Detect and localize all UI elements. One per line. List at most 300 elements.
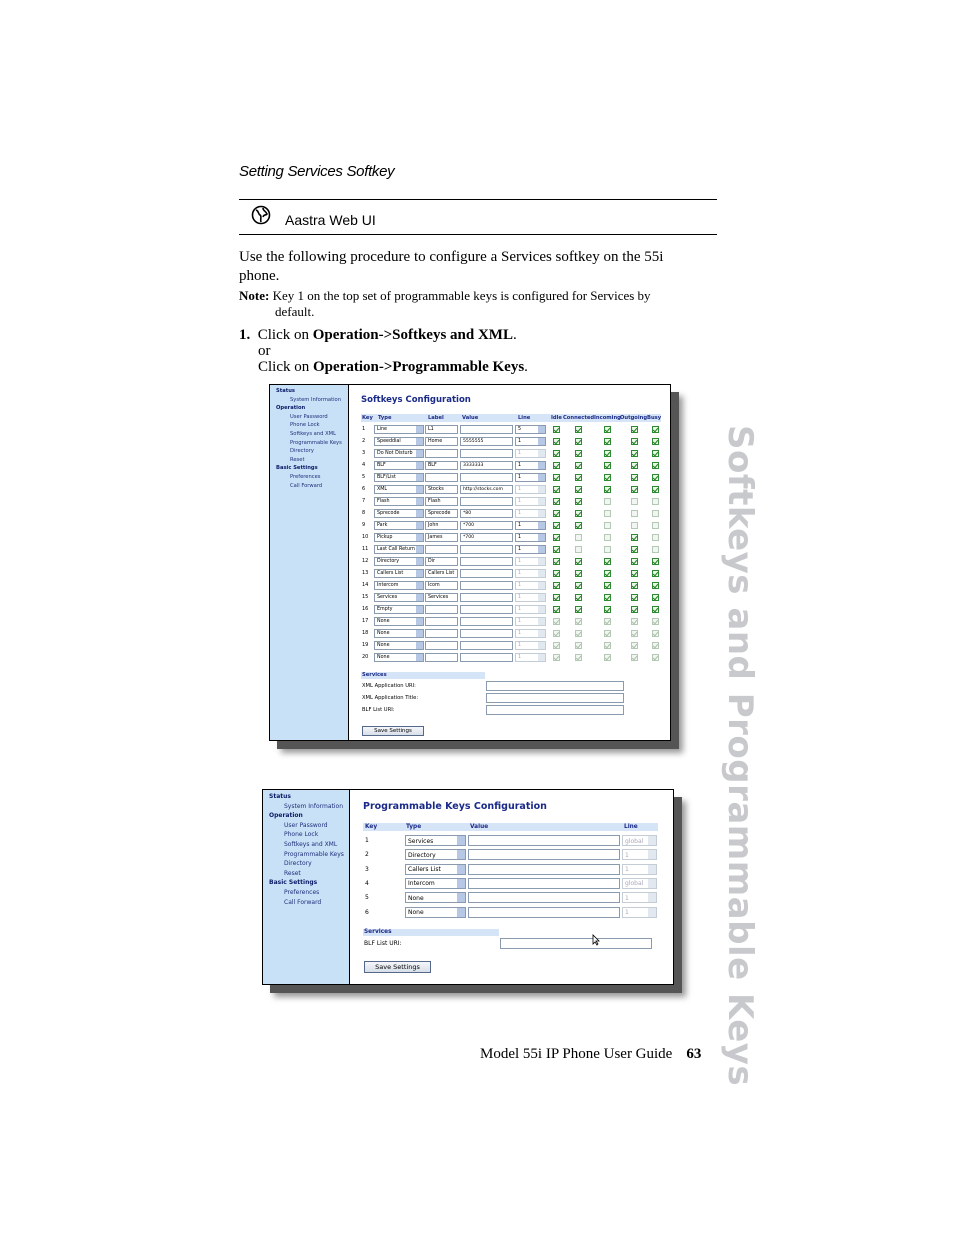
save-settings-button[interactable]: Save Settings	[364, 961, 431, 973]
checkbox-outgoing[interactable]	[631, 606, 638, 613]
blf-uri-label: BLF List URI:	[362, 707, 395, 713]
chevron-down-icon	[416, 606, 423, 613]
note	[239, 288, 699, 320]
label-input[interactable]	[425, 425, 458, 434]
step-text: Click on	[258, 359, 313, 375]
value-input[interactable]	[460, 617, 513, 626]
table-header-idle: Idle	[551, 415, 562, 421]
nav-system-information[interactable]: System Information	[290, 396, 342, 403]
label-value: Icom	[428, 583, 440, 588]
line-select[interactable]	[515, 545, 546, 554]
type-select[interactable]	[405, 892, 466, 903]
value-input[interactable]	[460, 485, 513, 494]
line-select[interactable]	[515, 533, 546, 542]
label-input[interactable]	[425, 437, 458, 446]
nav-user-password[interactable]: User Password	[290, 413, 328, 420]
chevron-down-icon	[416, 582, 423, 589]
type-select[interactable]	[405, 878, 466, 889]
chevron-down-icon	[416, 534, 423, 541]
chevron-down-icon	[416, 510, 423, 517]
checkbox-outgoing[interactable]	[631, 426, 638, 433]
type-select[interactable]	[374, 485, 424, 494]
value-input[interactable]	[460, 437, 513, 446]
checkbox-connected[interactable]	[575, 438, 582, 445]
nav-operation[interactable]: Operation	[269, 812, 303, 820]
checkbox-outgoing[interactable]	[631, 462, 638, 469]
xml-uri-input[interactable]	[486, 681, 624, 691]
nav-status[interactable]: Status	[276, 388, 295, 394]
type-value: Callers List	[377, 571, 404, 576]
checkbox-idle[interactable]	[553, 546, 560, 553]
note-text: Key 1 on the top set of programmable keys is configured for Services by	[272, 288, 651, 303]
type-select[interactable]	[374, 461, 424, 470]
key-number: 18	[362, 630, 369, 636]
chevron-down-icon	[416, 438, 423, 445]
line-select	[622, 849, 657, 860]
checkbox-idle[interactable]	[553, 474, 560, 481]
nav-call-forward[interactable]: Call Forward	[290, 482, 323, 489]
value-text: 5555555	[463, 439, 484, 444]
chevron-down-icon	[416, 450, 423, 457]
checkbox-outgoing[interactable]	[631, 546, 638, 553]
line-select	[515, 449, 546, 458]
type-value: Pickup	[377, 535, 393, 540]
type-select[interactable]	[374, 557, 424, 566]
checkbox-incoming[interactable]	[604, 558, 611, 565]
line-select	[622, 864, 657, 875]
line-select	[622, 907, 657, 918]
value-input[interactable]	[460, 533, 513, 542]
chevron-down-icon	[538, 642, 545, 649]
line-value: 1	[518, 583, 522, 588]
checkbox-connected[interactable]	[575, 462, 582, 469]
checkbox-connected	[575, 654, 582, 661]
checkbox-connected[interactable]	[575, 510, 582, 517]
blf-uri-input[interactable]	[500, 938, 652, 949]
mouse-cursor-icon	[592, 934, 600, 946]
divider	[239, 199, 717, 200]
nav-basic-settings[interactable]: Basic Settings	[269, 879, 318, 887]
checkbox-busy	[652, 654, 659, 661]
nav-operation[interactable]: Operation	[276, 405, 306, 412]
nav-call-forward[interactable]: Call Forward	[284, 898, 322, 906]
line-value: 1	[518, 487, 522, 492]
checkbox-incoming[interactable]	[604, 426, 611, 433]
chevron-down-icon	[538, 462, 545, 469]
line-value: 1	[518, 571, 522, 576]
label-input[interactable]	[425, 533, 458, 542]
chevron-down-icon	[538, 486, 545, 493]
table-header-incoming: Incoming	[594, 415, 621, 421]
value-input[interactable]	[460, 509, 513, 518]
checkbox-outgoing[interactable]	[631, 474, 638, 481]
type-value: Speeddial	[377, 439, 401, 444]
nav-programmable-keys[interactable]: Programmable Keys	[290, 439, 342, 446]
line-select[interactable]	[515, 425, 546, 434]
checkbox-incoming[interactable]	[604, 606, 611, 613]
checkbox-connected[interactable]	[575, 606, 582, 613]
nav-status[interactable]: Status	[269, 793, 291, 800]
nav-reset[interactable]: Reset	[290, 456, 305, 463]
chevron-down-icon	[457, 893, 465, 902]
value-input[interactable]	[460, 461, 513, 470]
label-value: Sprecode	[428, 511, 451, 516]
line-select	[515, 629, 546, 638]
label-input[interactable]	[425, 593, 458, 602]
label-input[interactable]	[425, 497, 458, 506]
type-select[interactable]	[374, 425, 424, 434]
value-input[interactable]	[460, 593, 513, 602]
type-select[interactable]	[405, 835, 466, 846]
type-select[interactable]	[374, 497, 424, 506]
checkbox-incoming[interactable]	[604, 438, 611, 445]
type-select[interactable]	[374, 509, 424, 518]
value-input[interactable]	[460, 581, 513, 590]
line-select	[515, 569, 546, 578]
programmable-keys-panel	[350, 790, 673, 984]
value-input[interactable]	[460, 545, 513, 554]
value-input[interactable]	[468, 892, 620, 903]
checkbox-incoming[interactable]	[604, 486, 611, 493]
line-select	[515, 653, 546, 662]
label-input[interactable]	[425, 617, 458, 626]
label-input[interactable]	[425, 557, 458, 566]
key-number: 1	[365, 837, 369, 844]
softkeys-title: Softkeys Configuration	[361, 395, 471, 405]
chevron-down-icon	[538, 546, 545, 553]
nav-sidebar	[263, 790, 350, 984]
chevron-down-icon	[416, 486, 423, 493]
chevron-down-icon	[538, 522, 545, 529]
label-input[interactable]	[425, 629, 458, 638]
type-select[interactable]	[374, 569, 424, 578]
line-select[interactable]	[515, 461, 546, 470]
checkbox-busy[interactable]	[652, 606, 659, 613]
line-select[interactable]	[515, 437, 546, 446]
checkbox-connected[interactable]	[575, 474, 582, 481]
value-input[interactable]	[468, 849, 620, 860]
label-input[interactable]	[425, 569, 458, 578]
table-header-key: Key	[365, 824, 378, 830]
checkbox-idle	[553, 618, 560, 625]
chevron-down-icon	[416, 618, 423, 625]
key-number: 12	[362, 558, 369, 564]
checkbox-connected[interactable]	[575, 558, 582, 565]
line-select[interactable]	[515, 521, 546, 530]
table-header-line: Line	[624, 824, 638, 830]
label-value: Dir	[428, 559, 435, 564]
label-input[interactable]	[425, 461, 458, 470]
type-select[interactable]	[374, 641, 424, 650]
label-input[interactable]	[425, 521, 458, 530]
value-input[interactable]	[460, 557, 513, 566]
chevron-down-icon	[416, 474, 423, 481]
key-number: 5	[362, 474, 366, 480]
xml-title-input[interactable]	[486, 693, 624, 703]
checkbox-busy[interactable]	[652, 558, 659, 565]
table-header-busy: Busy	[647, 415, 662, 421]
table-header-value: Value	[470, 824, 489, 830]
programmable-keys-title: Programmable Keys Configuration	[363, 801, 547, 812]
checkbox-idle[interactable]	[553, 498, 560, 505]
nav-user-password[interactable]: User Password	[284, 821, 328, 829]
checkbox-idle[interactable]	[553, 450, 560, 457]
chevron-down-icon	[416, 594, 423, 601]
type-select[interactable]	[374, 521, 424, 530]
line-value: 5	[518, 427, 522, 432]
checkbox-connected[interactable]	[575, 498, 582, 505]
nav-programmable-keys[interactable]: Programmable Keys	[284, 850, 344, 858]
chevron-down-icon	[416, 462, 423, 469]
nav-preferences[interactable]: Preferences	[284, 888, 320, 896]
label-value: Services	[428, 595, 449, 600]
key-number: 17	[362, 618, 369, 624]
type-select[interactable]	[374, 629, 424, 638]
step-text: Click on	[257, 327, 313, 343]
checkbox-incoming[interactable]	[604, 594, 611, 601]
type-select[interactable]	[405, 864, 466, 875]
type-value: Callers List	[408, 866, 441, 874]
type-select[interactable]	[374, 437, 424, 446]
type-value: Last Call Return	[377, 547, 415, 552]
table-header-outgoing: Outgoing	[620, 415, 648, 421]
type-select[interactable]	[374, 545, 424, 554]
chevron-down-icon	[538, 606, 545, 613]
note-text-continued: default.	[275, 304, 315, 319]
checkbox-busy	[652, 510, 659, 517]
softkeys-screenshot	[269, 384, 671, 741]
save-settings-button[interactable]: Save Settings	[362, 726, 424, 736]
checkbox-connected[interactable]	[575, 522, 582, 529]
label-input[interactable]	[425, 545, 458, 554]
nav-phone-lock[interactable]: Phone Lock	[290, 422, 320, 429]
checkbox-busy[interactable]	[652, 438, 659, 445]
line-value: 1	[518, 451, 522, 456]
checkbox-busy[interactable]	[652, 462, 659, 469]
key-number: 9	[362, 522, 366, 528]
checkbox-idle[interactable]	[553, 534, 560, 541]
step-1	[239, 327, 528, 375]
checkbox-busy	[652, 498, 659, 505]
line-value: 1	[625, 851, 629, 859]
checkbox-incoming	[604, 618, 611, 625]
nav-basic-settings[interactable]: Basic Settings	[276, 465, 318, 472]
value-input[interactable]	[468, 907, 620, 918]
type-select[interactable]	[374, 581, 424, 590]
key-number: 6	[365, 908, 369, 916]
step-number: 1.	[239, 327, 251, 343]
label-input[interactable]	[425, 449, 458, 458]
nav-directory[interactable]: Directory	[290, 448, 314, 455]
checkbox-idle[interactable]	[553, 426, 560, 433]
checkbox-busy[interactable]	[652, 486, 659, 493]
nav-softkeys-xml[interactable]: Softkeys and XML	[290, 430, 336, 437]
line-select	[515, 485, 546, 494]
type-value: None	[408, 894, 424, 902]
checkbox-incoming	[604, 498, 611, 505]
checkbox-incoming[interactable]	[604, 462, 611, 469]
checkbox-busy[interactable]	[652, 570, 659, 577]
checkbox-connected[interactable]	[575, 594, 582, 601]
type-value: Directory	[408, 851, 436, 859]
nav-directory[interactable]: Directory	[284, 860, 312, 868]
value-input[interactable]	[460, 629, 513, 638]
chevron-down-icon	[416, 642, 423, 649]
line-value: 1	[518, 595, 522, 600]
label-input[interactable]	[425, 485, 458, 494]
type-select[interactable]	[405, 907, 466, 918]
menu-path: Operation->Softkeys and XML	[312, 327, 513, 343]
key-number: 8	[362, 510, 366, 516]
checkbox-busy	[652, 534, 659, 541]
intro-paragraph: Use the following procedure to configure a Services softkey on the 55i phone.	[239, 249, 664, 284]
chevron-down-icon	[538, 558, 545, 565]
checkbox-idle[interactable]	[553, 594, 560, 601]
menu-path: Operation->Programmable Keys	[313, 359, 525, 375]
checkbox-busy[interactable]	[652, 426, 659, 433]
value-input[interactable]	[468, 878, 620, 889]
line-value: 1	[518, 607, 522, 612]
type-value: Flash	[377, 499, 390, 504]
label-input[interactable]	[425, 605, 458, 614]
type-value: Services	[408, 837, 434, 845]
note-label: Note:	[239, 288, 270, 303]
checkbox-connected[interactable]	[575, 570, 582, 577]
checkbox-idle[interactable]	[553, 522, 560, 529]
checkbox-idle[interactable]	[553, 570, 560, 577]
checkbox-outgoing[interactable]	[631, 486, 638, 493]
checkbox-connected	[575, 618, 582, 625]
value-input[interactable]	[460, 641, 513, 650]
checkbox-busy	[652, 546, 659, 553]
checkbox-outgoing[interactable]	[631, 438, 638, 445]
type-select[interactable]	[374, 605, 424, 614]
label-input[interactable]	[425, 653, 458, 662]
chevron-down-icon	[416, 558, 423, 565]
step-text: .	[524, 359, 528, 375]
checkbox-outgoing[interactable]	[631, 558, 638, 565]
nav-system-information[interactable]: System Information	[284, 802, 344, 810]
line-value: 1	[518, 523, 522, 528]
value-input[interactable]	[460, 425, 513, 434]
checkbox-busy[interactable]	[652, 450, 659, 457]
checkbox-idle[interactable]	[553, 606, 560, 613]
type-value: Do Not Disturb	[377, 451, 413, 456]
nav-phone-lock[interactable]: Phone Lock	[284, 831, 319, 839]
type-value: BLF	[377, 463, 386, 468]
checkbox-incoming[interactable]	[604, 474, 611, 481]
checkbox-busy[interactable]	[652, 594, 659, 601]
checkbox-idle[interactable]	[553, 486, 560, 493]
checkbox-outgoing	[631, 642, 638, 649]
checkbox-connected	[575, 534, 582, 541]
type-select[interactable]	[374, 533, 424, 542]
line-select	[515, 605, 546, 614]
checkbox-busy[interactable]	[652, 582, 659, 589]
label-input[interactable]	[425, 641, 458, 650]
checkbox-busy[interactable]	[652, 474, 659, 481]
value-input[interactable]	[468, 835, 620, 846]
chevron-down-icon	[538, 426, 545, 433]
checkbox-outgoing[interactable]	[631, 450, 638, 457]
key-number: 19	[362, 642, 369, 648]
key-number: 1	[362, 426, 366, 432]
nav-reset[interactable]: Reset	[284, 869, 301, 877]
checkbox-connected[interactable]	[575, 486, 582, 493]
checkbox-incoming[interactable]	[604, 570, 611, 577]
checkbox-outgoing[interactable]	[631, 594, 638, 601]
softkeys-panel	[349, 385, 670, 740]
table-header-label: Label	[428, 415, 444, 421]
type-select[interactable]	[374, 617, 424, 626]
value-input[interactable]	[460, 605, 513, 614]
value-input[interactable]	[460, 497, 513, 506]
nav-softkeys-xml[interactable]: Softkeys and XML	[284, 840, 338, 848]
chevron-down-icon	[648, 879, 656, 888]
checkbox-connected[interactable]	[575, 582, 582, 589]
type-select[interactable]	[374, 653, 424, 662]
label-value: John	[428, 523, 439, 528]
checkbox-outgoing[interactable]	[631, 534, 638, 541]
label-input[interactable]	[425, 581, 458, 590]
value-input[interactable]	[468, 864, 620, 875]
value-input[interactable]	[460, 521, 513, 530]
type-select[interactable]	[405, 849, 466, 860]
checkbox-idle[interactable]	[553, 582, 560, 589]
key-number: 6	[362, 486, 366, 492]
xml-title-label: XML Application Title:	[362, 695, 419, 701]
key-number: 14	[362, 582, 369, 588]
divider	[239, 234, 717, 235]
type-select[interactable]	[374, 473, 424, 482]
value-input[interactable]	[460, 569, 513, 578]
checkbox-idle	[553, 642, 560, 649]
type-value: Services	[377, 595, 398, 600]
checkbox-connected[interactable]	[575, 426, 582, 433]
line-select	[515, 557, 546, 566]
checkbox-incoming[interactable]	[604, 450, 611, 457]
chevron-down-icon	[538, 582, 545, 589]
blf-uri-input[interactable]	[486, 705, 624, 715]
line-value: 1	[518, 511, 522, 516]
value-input[interactable]	[460, 449, 513, 458]
label-value: L1	[428, 427, 434, 432]
label-input[interactable]	[425, 473, 458, 482]
checkbox-idle[interactable]	[553, 558, 560, 565]
label-input[interactable]	[425, 509, 458, 518]
step-text: .	[512, 327, 517, 343]
nav-preferences[interactable]: Preferences	[290, 473, 321, 480]
value-input[interactable]	[460, 473, 513, 482]
checkbox-idle[interactable]	[553, 438, 560, 445]
web-ui-label: Aastra Web UI	[285, 212, 376, 228]
type-select[interactable]	[374, 449, 424, 458]
checkbox-idle[interactable]	[553, 462, 560, 469]
checkbox-connected[interactable]	[575, 450, 582, 457]
value-input[interactable]	[460, 653, 513, 662]
chevron-down-icon	[416, 654, 423, 661]
key-number: 16	[362, 606, 369, 612]
services-header: Services	[362, 672, 387, 678]
nav-sidebar	[270, 385, 349, 740]
checkbox-incoming[interactable]	[604, 582, 611, 589]
checkbox-outgoing[interactable]	[631, 570, 638, 577]
programmable-keys-screenshot	[262, 789, 674, 985]
line-select[interactable]	[515, 473, 546, 482]
checkbox-outgoing[interactable]	[631, 582, 638, 589]
checkbox-idle[interactable]	[553, 510, 560, 517]
type-select[interactable]	[374, 593, 424, 602]
